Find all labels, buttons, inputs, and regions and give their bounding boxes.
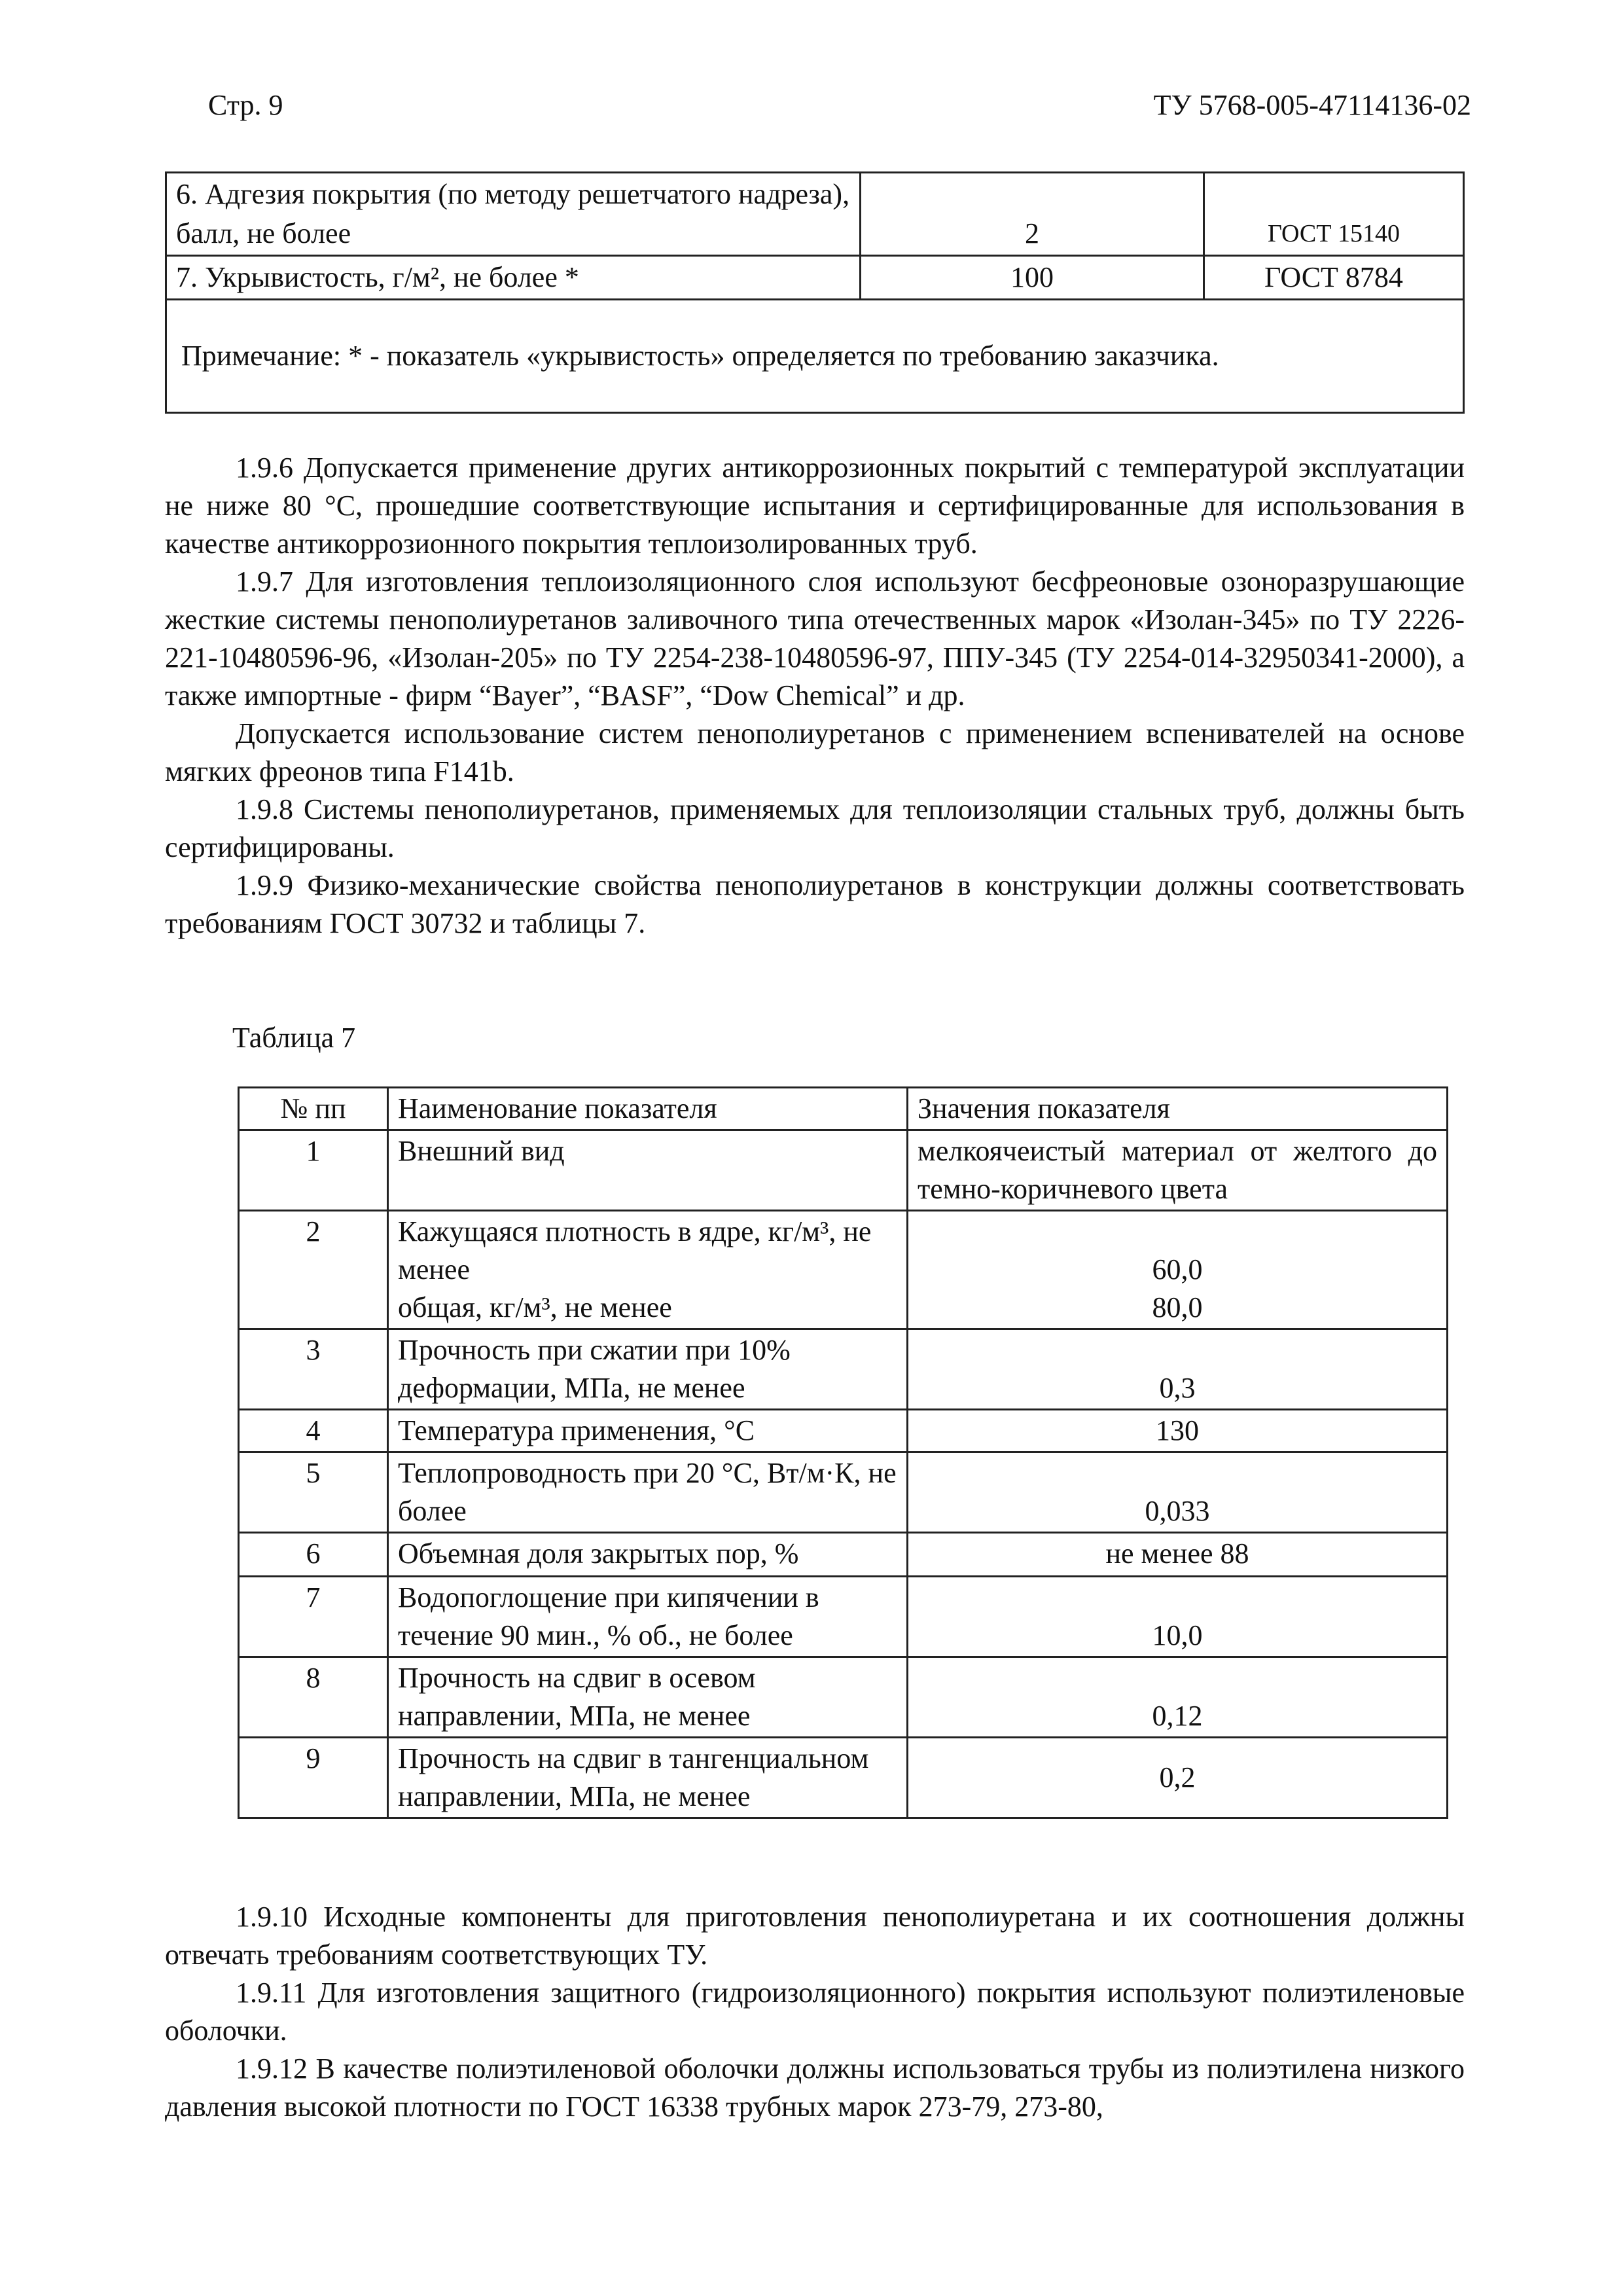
test-method: ГОСТ 8784 bbox=[1204, 256, 1464, 300]
row-number: 1 bbox=[239, 1130, 388, 1211]
table-note-row bbox=[166, 300, 1464, 413]
test-method: ГОСТ 15140 bbox=[1204, 173, 1464, 256]
value-core: 60,0 bbox=[1152, 1253, 1203, 1285]
paragraph-blowing-agents: Допускается использование систем пенополиуретанов с применением вспенивателей на основе мягких фреонов типа F141b. bbox=[165, 717, 1465, 787]
row-number: 3 bbox=[239, 1329, 388, 1410]
paragraph-1-9-8: 1.9.8 Системы пенополиуретанов, применяемых для теплоизоляции стальных труб, должны быть сертифицированы. bbox=[165, 793, 1465, 863]
indicator-name: Прочность на сдвиг в тангенциальном направлении, МПа, не менее bbox=[388, 1738, 908, 1818]
column-header-number: № пп bbox=[239, 1088, 388, 1130]
table-note: Примечание: * - показатель «укрывистость» определяется по требованию заказчика. bbox=[166, 300, 1464, 413]
row-number: 8 bbox=[239, 1657, 388, 1738]
table-row bbox=[239, 1130, 1448, 1211]
indicator-name: Объемная доля закрытых пор, % bbox=[388, 1533, 908, 1577]
indicator-value: 0,2 bbox=[908, 1738, 1448, 1818]
paragraph-1-9-9: 1.9.9 Физико-механические свойства пенополиуретанов в конструкции должны соответствовать требованиям ГОСТ 30732 и таблицы 7. bbox=[165, 869, 1465, 939]
body-text-bottom bbox=[165, 1898, 1465, 2126]
table-row bbox=[239, 1452, 1448, 1533]
table-row bbox=[239, 1410, 1448, 1452]
table-7 bbox=[238, 1086, 1448, 1819]
table-6-continuation bbox=[165, 171, 1465, 414]
paragraph-1-9-10: 1.9.10 Исходные компоненты для приготовления пенополиуретана и их соотношения должны отвечать требованиям соответствующих ТУ. bbox=[165, 1901, 1465, 1971]
table-row bbox=[239, 1657, 1448, 1738]
indicator-name: Водопоглощение при кипячении в течение 90 мин., % об., не более bbox=[388, 1577, 908, 1657]
indicator-name: 7. Укрывистость, г/м², не более * bbox=[166, 256, 861, 300]
table-row bbox=[239, 1738, 1448, 1818]
table-7-caption: Таблица 7 bbox=[232, 1022, 356, 1054]
table-row bbox=[239, 1533, 1448, 1577]
column-header-value: Значения показателя bbox=[908, 1088, 1448, 1130]
indicator-name: Прочность на сдвиг в осевом направлении, МПа, не менее bbox=[388, 1657, 908, 1738]
table-header-row bbox=[239, 1088, 1448, 1130]
paragraph-1-9-11: 1.9.11 Для изготовления защитного (гидроизоляционного) покрытия используют полиэтиленовые оболочки. bbox=[165, 1977, 1465, 2047]
indicator-value: 0,3 bbox=[908, 1329, 1448, 1410]
indicator-name-total: общая, кг/м³, не менее bbox=[398, 1291, 672, 1323]
indicator-name: Температура применения, °С bbox=[388, 1410, 908, 1452]
indicator-name bbox=[388, 1211, 908, 1329]
table-row bbox=[239, 1577, 1448, 1657]
row-number: 4 bbox=[239, 1410, 388, 1452]
paragraph-1-9-7: 1.9.7 Для изготовления теплоизоляционного слоя используют бесфреоновые озоноразрушающие жесткие системы пенополиуретанов заливочного типа отечественных марок «Изолан-345» по ТУ 2226-221-10480596-96, «Изолан-205» по ТУ 2254-238-10480596-97, ППУ-345 (ТУ 2254-014-32950341-2000), а также импортные - фирм “Bayer”, “BASF”, “Dow Chemical” и др. bbox=[165, 565, 1465, 711]
row-number: 2 bbox=[239, 1211, 388, 1329]
indicator-value: 0,033 bbox=[908, 1452, 1448, 1533]
body-text-top bbox=[165, 449, 1465, 942]
row-number: 7 bbox=[239, 1577, 388, 1657]
table-row bbox=[239, 1329, 1448, 1410]
table-row bbox=[239, 1211, 1448, 1329]
indicator-value: мелкоячеистый материал от желтого до темно-коричневого цвета bbox=[908, 1130, 1448, 1211]
indicator-value bbox=[908, 1211, 1448, 1329]
table-row bbox=[166, 256, 1464, 300]
indicator-value: 10,0 bbox=[908, 1577, 1448, 1657]
indicator-value: 2 bbox=[861, 173, 1204, 256]
row-number: 5 bbox=[239, 1452, 388, 1533]
indicator-value: 130 bbox=[908, 1410, 1448, 1452]
table-row bbox=[166, 173, 1464, 256]
indicator-value: 100 bbox=[861, 256, 1204, 300]
indicator-name: Внешний вид bbox=[388, 1130, 908, 1211]
indicator-name-core: Кажущаяся плотность в ядре, кг/м³, не менее bbox=[398, 1215, 872, 1285]
paragraph-1-9-6: 1.9.6 Допускается применение других антикоррозионных покрытий с температурой эксплуатации не ниже 80 °С, прошедшие соответствующие испытания и сертифицированные для использования в качестве антикоррозионного покрытия теплоизолированных труб. bbox=[165, 452, 1465, 560]
indicator-name: 6. Адгезия покрытия (по методу решетчатого надреза), балл, не более bbox=[166, 173, 861, 256]
column-header-name: Наименование показателя bbox=[388, 1088, 908, 1130]
page-number: Стр. 9 bbox=[208, 89, 283, 121]
indicator-name: Прочность при сжатии при 10% деформации, МПа, не менее bbox=[388, 1329, 908, 1410]
indicator-value: не менее 88 bbox=[908, 1533, 1448, 1577]
indicator-name: Теплопроводность при 20 °С, Вт/м·К, не более bbox=[388, 1452, 908, 1533]
value-total: 80,0 bbox=[1152, 1291, 1203, 1323]
page-header bbox=[208, 88, 1471, 134]
indicator-value: 0,12 bbox=[908, 1657, 1448, 1738]
document-code: ТУ 5768-005-47114136-02 bbox=[1153, 89, 1471, 121]
row-number: 6 bbox=[239, 1533, 388, 1577]
paragraph-1-9-12: 1.9.12 В качестве полиэтиленовой оболочки должны использоваться трубы из полиэтилена низкого давления высокой плотности по ГОСТ 16338 трубных марок 273-79, 273-80, bbox=[165, 2053, 1465, 2123]
row-number: 9 bbox=[239, 1738, 388, 1818]
